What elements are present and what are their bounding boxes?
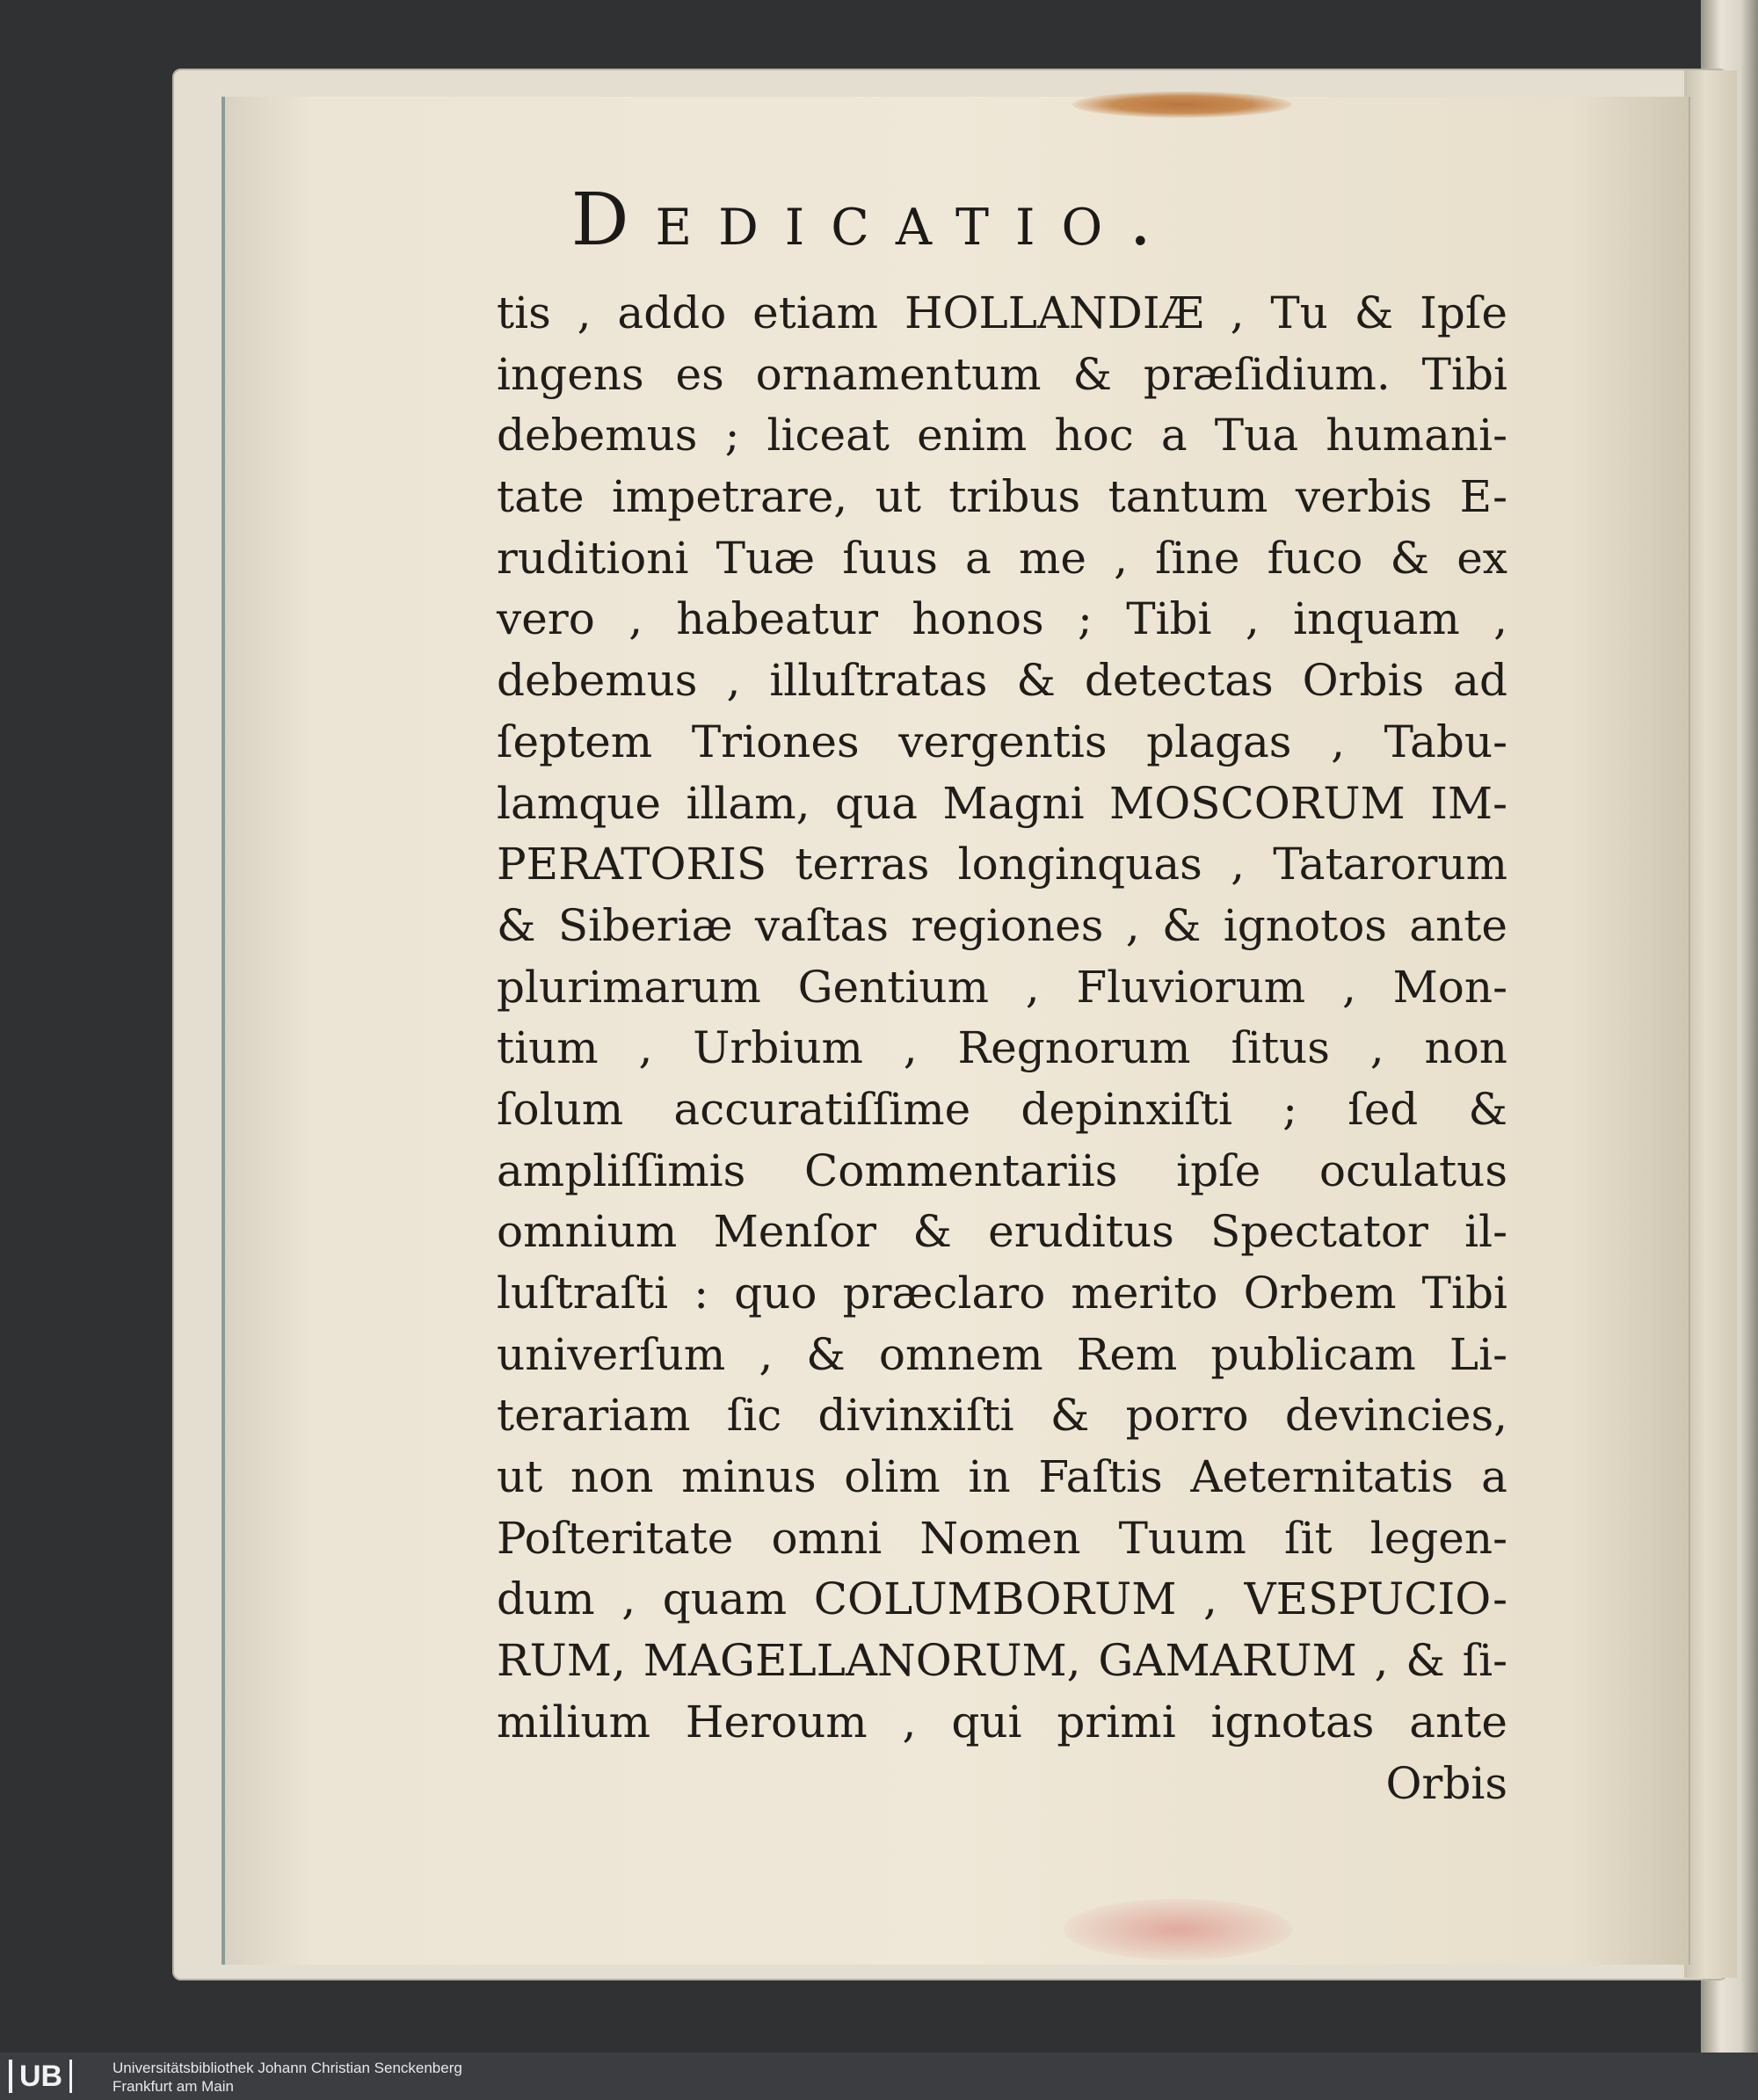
text-line: & Siberiæ vaſtas regiones , & ignotos ante [497, 899, 1507, 951]
logo-text: UB [19, 2059, 63, 2093]
footer-bar [0, 2053, 1758, 2100]
text-line: ingens es ornamentum & præſidium. Tibi [497, 348, 1507, 400]
library-name [113, 2059, 462, 2096]
text-line: univerſum , & omnem Rem publicam Li- [497, 1328, 1507, 1380]
text-line: ruditioni Tuæ ſuus a me , ſine fuco & ex [497, 532, 1507, 584]
page-heading: Dedicatio. [570, 178, 1179, 262]
library-name-line1: Universitätsbibliothek Johann Christian Senckenberg [113, 2060, 462, 2076]
text-line: RUM, MAGELLANORUM, GAMARUM , & ſi- [497, 1635, 1507, 1687]
library-logo [9, 2060, 72, 2093]
logo-bar-icon [9, 2060, 12, 2093]
text-line: tate impetrare, ut tribus tantum verbis E- [497, 471, 1507, 523]
text-line: terariam ſic divinxiſti & porro devincies, [497, 1390, 1507, 1442]
text-line: milium Heroum , qui primi ignotas ante [497, 1696, 1507, 1748]
text-line: omnium Menſor & eruditus Spectator il- [497, 1206, 1507, 1258]
text-line: vero , habeatur honos ; Tibi , inquam , [497, 593, 1507, 645]
body-text [497, 283, 1507, 1814]
text-line: ſeptem Triones vergentis plagas , Tabu- [497, 716, 1507, 767]
logo-bar-icon [69, 2060, 72, 2093]
page-stain-bottom [1064, 1899, 1292, 1960]
text-line: dum , quam COLUMBORUM , VESPUCIO- [497, 1573, 1507, 1625]
catchword: Orbis [1385, 1757, 1507, 1809]
text-line: ſolum accuratiſſime depinxiſti ; ſed & [497, 1083, 1507, 1135]
text-line: tium , Urbium , Regnorum ſitus , non [497, 1022, 1507, 1074]
text-line: Poſteritate omni Nomen Tuum ſit legen- [497, 1512, 1507, 1564]
text-line: debemus ; liceat enim hoc a Tua humani- [497, 410, 1507, 461]
text-line: ut non minus olim in Faſtis Aeternitatis a [497, 1451, 1507, 1503]
book-gutter [1684, 70, 1737, 1978]
text-line: PERATORIS terras longinquas , Tatarorum [497, 839, 1507, 890]
text-line: plurimarum Gentium , Fluviorum , Mon- [497, 961, 1507, 1013]
text-line: luſtraſti : quo præclaro merito Orbem Tibi [497, 1268, 1507, 1319]
library-name-line2: Frankfurt am Main [113, 2078, 234, 2095]
page-stain-top [1072, 91, 1292, 118]
text-line: debemus , illuſtratas & detectas Orbis ad [497, 655, 1507, 707]
text-line: ampliſſimis Commentariis ipſe oculatus [497, 1144, 1507, 1196]
text-line: tis , addo etiam HOLLANDIÆ , Tu & Ipſe [497, 287, 1507, 338]
text-line: lamque illam, qua Magni MOSCORUM IM- [497, 777, 1507, 829]
